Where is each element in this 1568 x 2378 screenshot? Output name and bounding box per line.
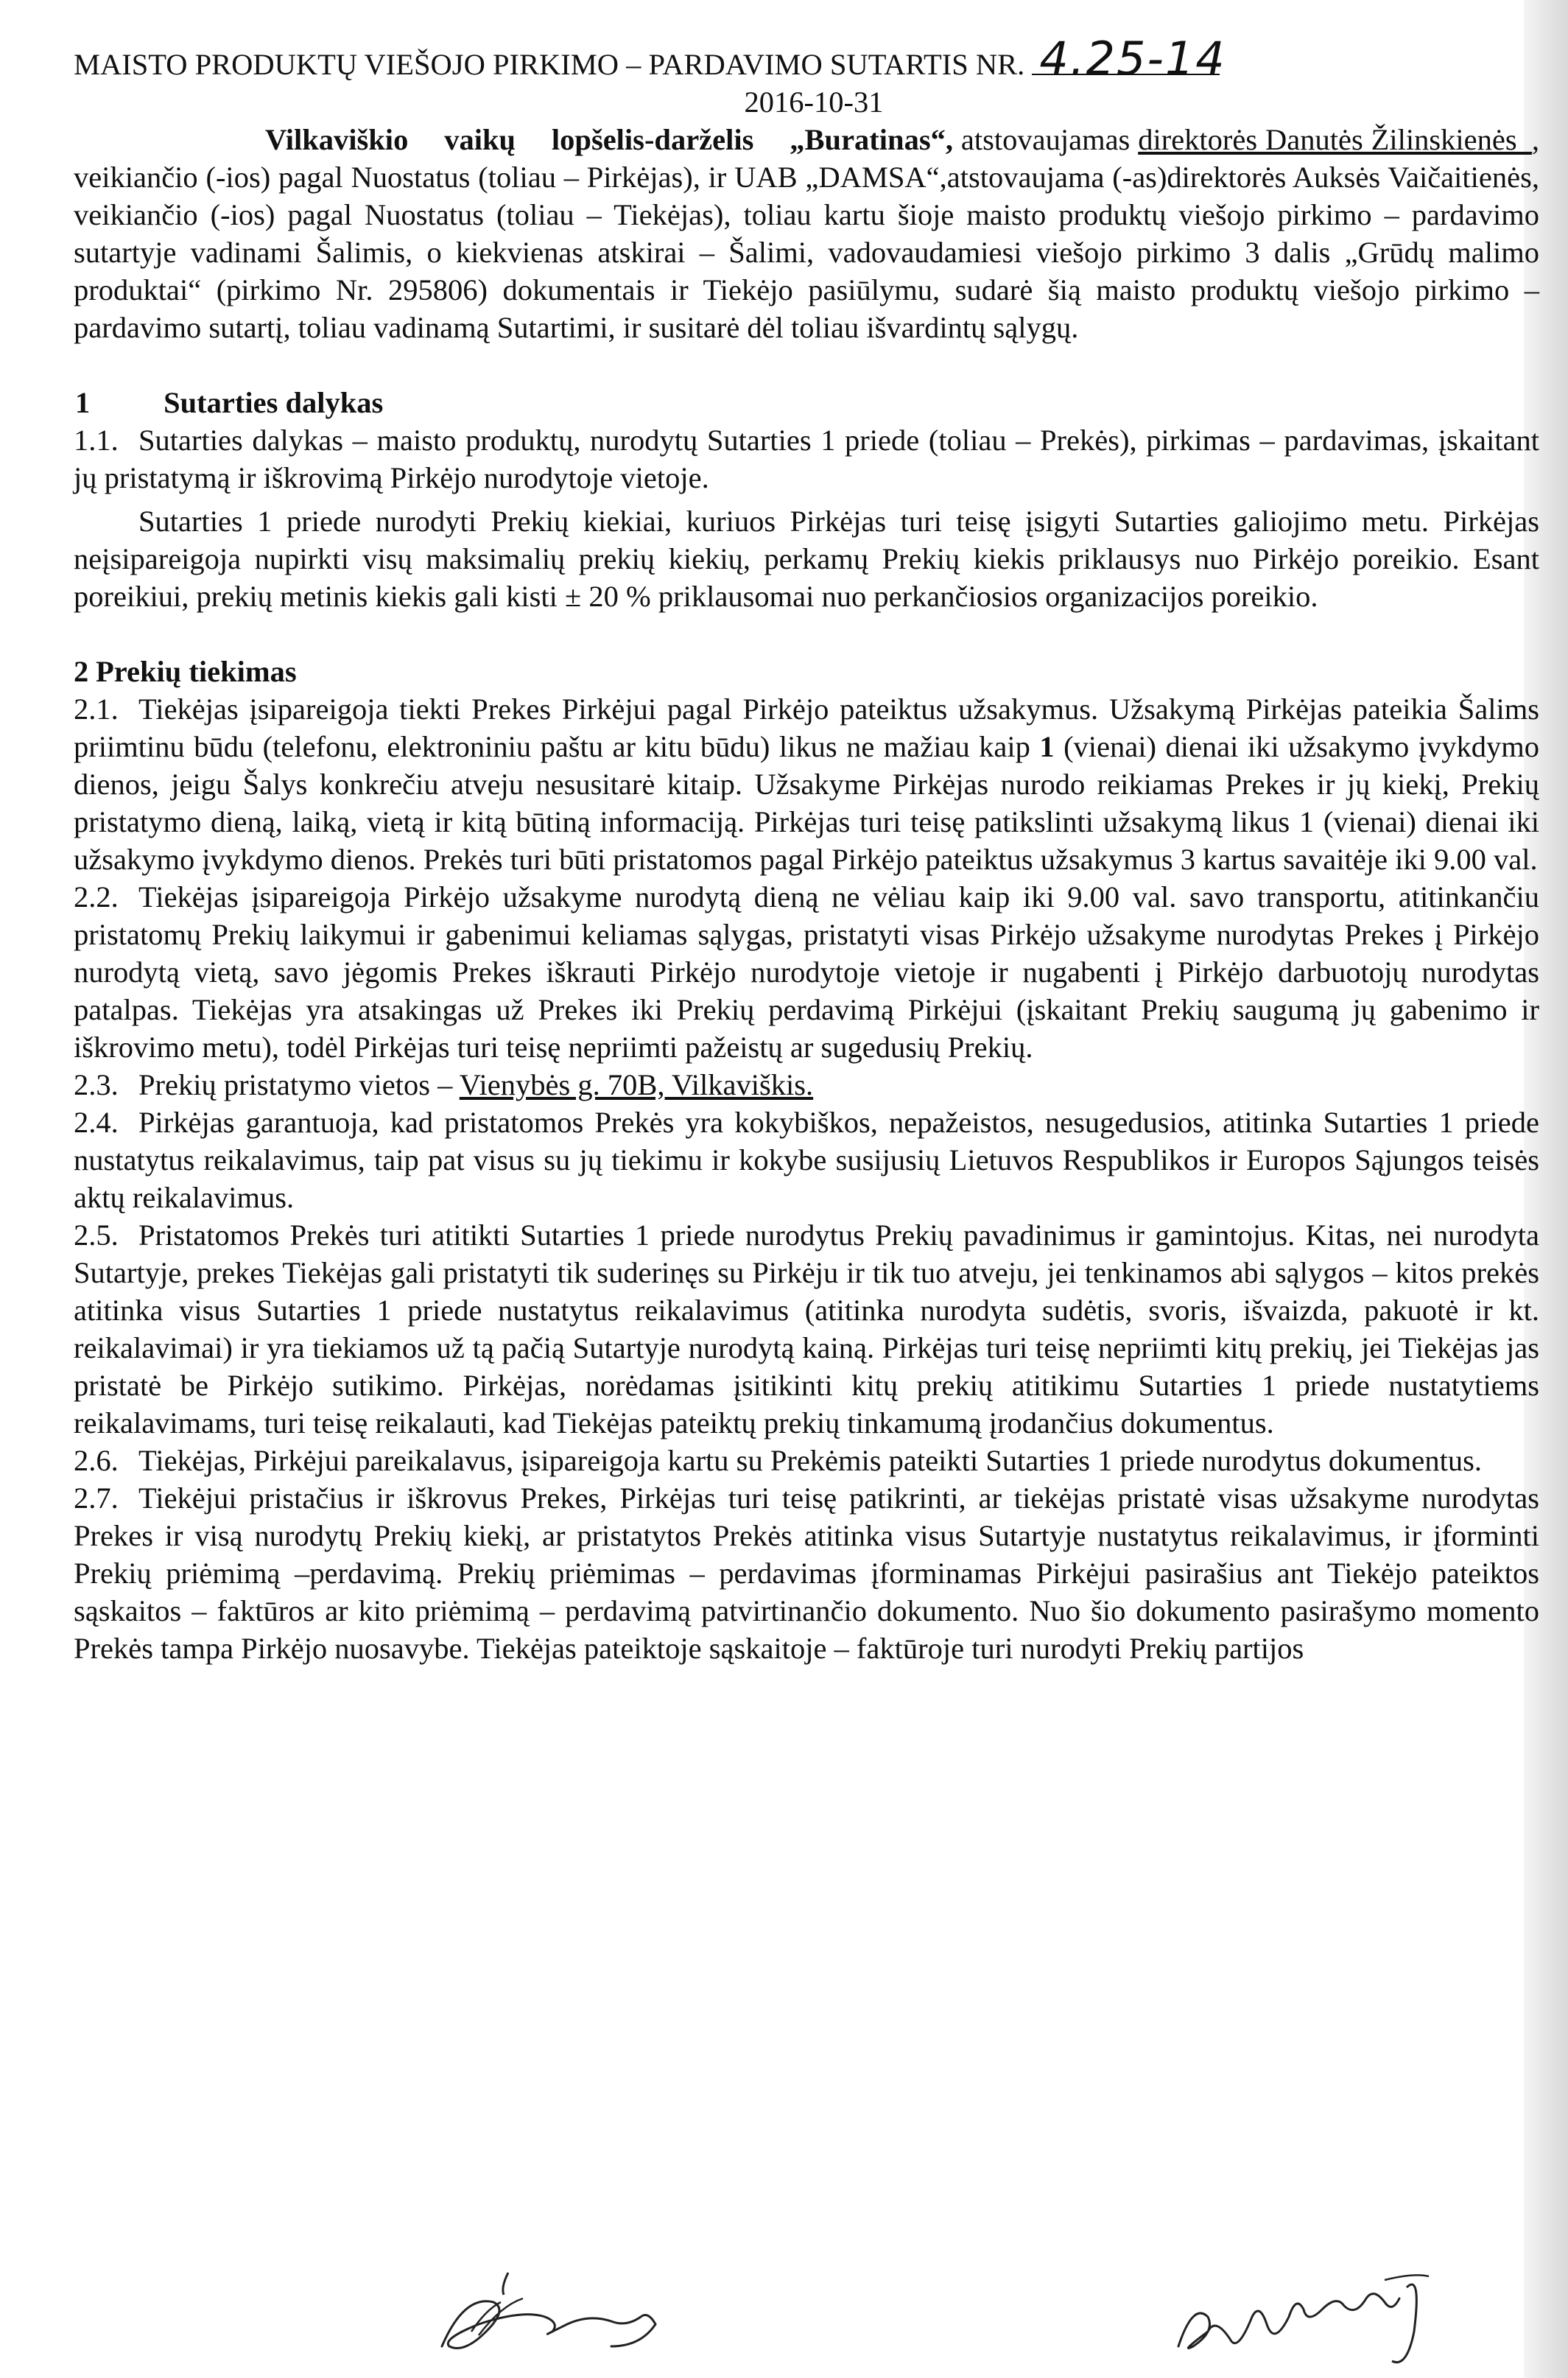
buyer-name: Vilkaviškio vaikų lopšelis-darželis „Buratinas“, (265, 123, 953, 156)
section-2-heading (74, 653, 1539, 690)
section-2-number: 2 (74, 655, 89, 688)
clause-2-5 (74, 1216, 1539, 1442)
clause-text: Pirkėjas garantuoja, kad pristatomos Prekės yra kokybiškos, nepažeistos, nesugedusios, atitinka Sutarties 1 priede nustatytus reikalavimus, taip pat visus su jų tiekimu ir kokybe susijusių Lietuvos Respublikos ir Europos Sąjungos teisės aktų reikalavimus. (74, 1106, 1539, 1214)
clause-1-1 (74, 421, 1539, 497)
clause-text: Tiekėjas įsipareigoja tiekti Prekes Pirkėjui pagal Pirkėjo pateiktus užsakymus. Užsakymą Pirkėjas pateikia Šalims priimtinu būdu (telefonu, elektroniniu paštu ar kitu būdu) likus ne mažiau kaip (74, 692, 1539, 763)
clause-text: Tiekėjui pristačius ir iškrovus Prekes, Pirkėjas turi teisę patikrinti, ar tiekėjas pristatė visas užsakyme nurodytas Prekes ir visą nurodytų Prekių kiekį, ar pristatytos Prekės atitinka visus Sutartyje nustatytus reikalavimus, ir įforminti Prekių priėmimą –perdavimą. Prekių priėmimas – perdavimas įforminamas Pirkėjui pasirašius ant Tiekėjo pateiktos sąskaitos – faktūros ar kito priėmimą – perdavimą patvirtinančio dokumento. Nuo šio dokumento pasirašymo momento Prekės tampa Pirkėjo nuosavybe. Tiekėjas pateiktoje sąskaitoje – faktūroje turi nurodyti Prekių partijos (74, 1481, 1539, 1665)
delivery-place: Vienybės g. 70B, Vilkaviškis. (459, 1068, 814, 1101)
clause-2-4 (74, 1104, 1539, 1216)
clause-2-2 (74, 878, 1539, 1066)
buyer-represented: atstovaujamas (960, 123, 1131, 156)
clause-number: 2.7. (74, 1481, 119, 1515)
clause-text: Prekių pristatymo vietos – (138, 1068, 460, 1101)
clause-number: 2.1. (74, 692, 119, 726)
section-1-paragraph-2: Sutarties 1 priede nurodyti Prekių kiekiai, kuriuos Pirkėjas turi teisę įsigyti Sutarties galiojimo metu. Pirkėjas neįsipareigoja nupirkti visų maksimalių prekių kiekių, perkamų Prekių kiekis priklausys nuo Pirkėjo poreikio. Esant poreikiui, prekių metinis kiekis gali kisti ± 20 % priklausomai nuo perkančiosios organizacijos poreikio. (74, 505, 1539, 613)
signatures-area (74, 2265, 1539, 2376)
clause-number: 1.1. (74, 424, 119, 457)
intro-rest: , veikiančio (-ios) pagal Nuostatus (toliau – Pirkėjas), ir UAB „DAMSA“,atstovaujama (-as)direktorės Auksės Vaičaitienės, veikiančio (-ios) pagal Nuostatus (toliau – Tiekėjas), toliau kartu šioje maisto produktų viešojo pirkimo – pardavimo sutartyje vadinami Šalimis, o kiekvienas atskirai – Šalimi, vadovaudamiesi viešojo pirkimo 3 dalis „Grūdų malimo produktai“ (pirkimo Nr. 295806) dokumentais ir Tiekėjo pasiūlymu, sudarė šią maisto produktų viešojo pirkimo – pardavimo sutartį, toliau vadinamą Sutartimi, ir susitarė dėl toliau išvardintų sąlygų. (74, 123, 1540, 344)
clause-text: Sutarties dalykas – maisto produktų, nurodytų Sutarties 1 priede (toliau – Prekės), pirkimas – pardavimas, įskaitant jų pristatymą ir iškrovimą Pirkėjo nurodytoje vietoje. (74, 424, 1539, 494)
clause-number: 2.4. (74, 1106, 119, 1139)
clause-2-6 (74, 1442, 1539, 1479)
contract-date: 2016-10-31 (744, 85, 884, 119)
section-2-title: Prekių tiekimas (96, 655, 297, 688)
supplier-signature (1164, 2265, 1473, 2376)
clause-text: Tiekėjas, Pirkėjui pareikalavus, įsipareigoja kartu su Prekėmis pateikti Sutarties 1 priede nurodytus dokumentus. (138, 1444, 1483, 1477)
clause-text: Pristatomos Prekės turi atitikti Sutarties 1 priede nurodytus Prekių pavadinimus ir gamintojus. Kitas, nei nurodyta Sutartyje, prekes Tiekėjas gali pristatyti tik suderinęs su Pirkėju ir tik tuo atveju, jei tenkinamos abi sąlygos – kitos prekės atitinka visus Sutarties 1 priede nustatytus reikalavimus (atitinka nurodyta sudėtis, svoris, išvaizda, pakuotė ir kt. reikalavimai) ir yra tiekiamos už tą pačią Sutartyje nurodytą kainą. Pirkėjas turi teisę nepriimti kitų prekių, jei Tiekėjas jas pristatė be Pirkėjo sutikimo. Pirkėjas, norėdamas įsitikinti kitų prekių atitikimu Sutarties 1 priede nustatytiems reikalavimams, turi teisę reikalauti, kad Tiekėjas pateiktų prekių tinkamumą įrodančius dokumentus. (74, 1218, 1539, 1439)
document-page (74, 32, 1540, 1667)
clause-number: 2.2. (74, 880, 119, 913)
intro-paragraph (74, 121, 1539, 346)
handwritten-contract-number: 4.25-14 (1032, 44, 1220, 75)
clause-text: (vienai) dienai iki užsakymo įvykdymo dienos, jeigu Šalys konkrečiu atveju nesusitarė kitaip. Užsakyme Pirkėjas nurodo reikiamas Prekes ir jų kiekį, Prekių pristatymo dieną, laiką, vietą ir kitą būtiną informaciją. Pirkėjas turi teisę patikslinti užsakymą likus 1 (vienai) dienai iki užsakymo įvykdymo dienos. Prekės turi būti pristatomos pagal Pirkėjo pateiktus užsakymus 3 kartus savaitėje iki 9.00 val. (74, 730, 1540, 876)
buyer-signature (427, 2265, 692, 2376)
clause-number: 2.3. (74, 1068, 119, 1101)
section-1-heading (74, 384, 1539, 421)
clause-2-1 (74, 690, 1539, 878)
clause-text: Tiekėjas įsipareigoja Pirkėjo užsakyme nurodytą dieną ne vėliau kaip iki 9.00 val. savo transportu, atitinkančiu pristatomų Prekių laikymui ir gabenimui keliamas sąlygas, pristatyti visas Pirkėjo užsakyme nurodytas Prekes į Pirkėjo nurodytą vietą, savo jėgomis Prekes iškrauti Pirkėjo nurodytoje vietoje ir nugabenti į Pirkėjo darbuotojų nurodytas patalpas. Tiekėjas yra atsakingas už Prekes iki Prekių perdavimą Pirkėjui (įskaitant Prekių saugumą jų gabenimo ir iškrovimo metu), todėl Pirkėjas turi teisę nepriimti pažeistų ar sugedusių Prekių. (74, 880, 1539, 1064)
clause-number: 2.5. (74, 1218, 119, 1252)
buyer-director: direktorės Danutės Žilinskienės_ (1138, 123, 1532, 156)
section-1-title: Sutarties dalykas (164, 386, 384, 419)
section-1-number: 1 (75, 386, 91, 419)
clause-number: 2.6. (74, 1444, 119, 1477)
clause-2-3 (74, 1066, 1539, 1104)
contract-title: MAISTO PRODUKTŲ VIEŠOJO PIRKIMO – PARDAVIMO SUTARTIS NR. (74, 48, 1025, 81)
clause-2-7 (74, 1479, 1539, 1667)
clause-text-bold: 1 (1039, 730, 1055, 763)
contract-header (74, 32, 1539, 85)
